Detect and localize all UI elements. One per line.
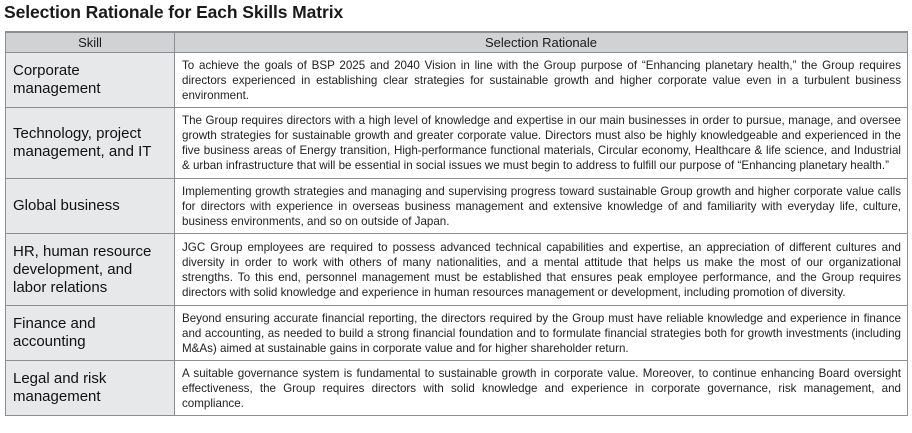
skill-cell: Finance and accounting	[6, 306, 175, 361]
rationale-cell: Beyond ensuring accurate financial reporting, the directors required by the Group must have reliable knowledge and experience in finance and accounting, as needed to build a strong financial foundation and to formulate financial strategies both for growth investments (including M&As) aimed at sustainable gains in corporate value and for higher shareholder return.	[175, 306, 908, 361]
table-row	[6, 108, 908, 179]
skill-cell: Global business	[6, 179, 175, 234]
skill-cell: Corporate management	[6, 53, 175, 108]
skills-rationale-table	[5, 31, 908, 416]
column-header-skill: Skill	[6, 32, 175, 53]
rationale-cell: JGC Group employees are required to possess advanced technical capabilities and expertise, an appreciation of different cultures and diversity in order to work with others of many nationalities, and a mental attitude that helps us make the most of our organizational strengths. To this end, personnel management must be established that ensures peak employee performance, and the Group requires directors with solid knowledge and experience in human resources management or development, including promotion of diversity.	[175, 234, 908, 306]
skill-cell: HR, human resource development, and labor relations	[6, 234, 175, 306]
rationale-cell: The Group requires directors with a high level of knowledge and expertise in our main businesses in order to pursue, manage, and oversee growth strategies for sustainable growth and greater corporate value. Directors must also be highly knowledgeable and experienced in the five business areas of Energy transition, High-performance functional materials, Circular economy, Healthcare & life science, and Industrial & urban infrastructure that will be essential in social issues we must begin to address to fulfill our purpose of “Enhancing planetary health.”	[175, 108, 908, 179]
skill-cell: Legal and risk management	[6, 361, 175, 416]
table-row	[6, 53, 908, 108]
column-header-rationale: Selection Rationale	[175, 32, 908, 53]
skill-cell: Technology, project management, and IT	[6, 108, 175, 179]
table-row	[6, 361, 908, 416]
rationale-cell: A suitable governance system is fundamental to sustainable growth in corporate value. Moreover, to continue enhancing Board oversight effectiveness, the Group requires directors with solid knowledge and experience in corporate governance, risk management, and compliance.	[175, 361, 908, 416]
table-row	[6, 179, 908, 234]
page-title: Selection Rationale for Each Skills Matrix	[4, 2, 344, 22]
table-header-row	[6, 32, 908, 53]
table-row	[6, 234, 908, 306]
rationale-cell: To achieve the goals of BSP 2025 and 2040 Vision in line with the Group purpose of “Enhancing planetary health,” the Group requires directors experienced in establishing clear strategies for sustainable growth and higher corporate value even in a turbulent business environment.	[175, 53, 908, 108]
table-row	[6, 306, 908, 361]
rationale-cell: Implementing growth strategies and managing and supervising progress toward sustainable Group growth and higher corporate value calls for directors with experience in overseas business management and extensive knowledge of and familiarity with everyday life, culture, business environments, and so on outside of Japan.	[175, 179, 908, 234]
